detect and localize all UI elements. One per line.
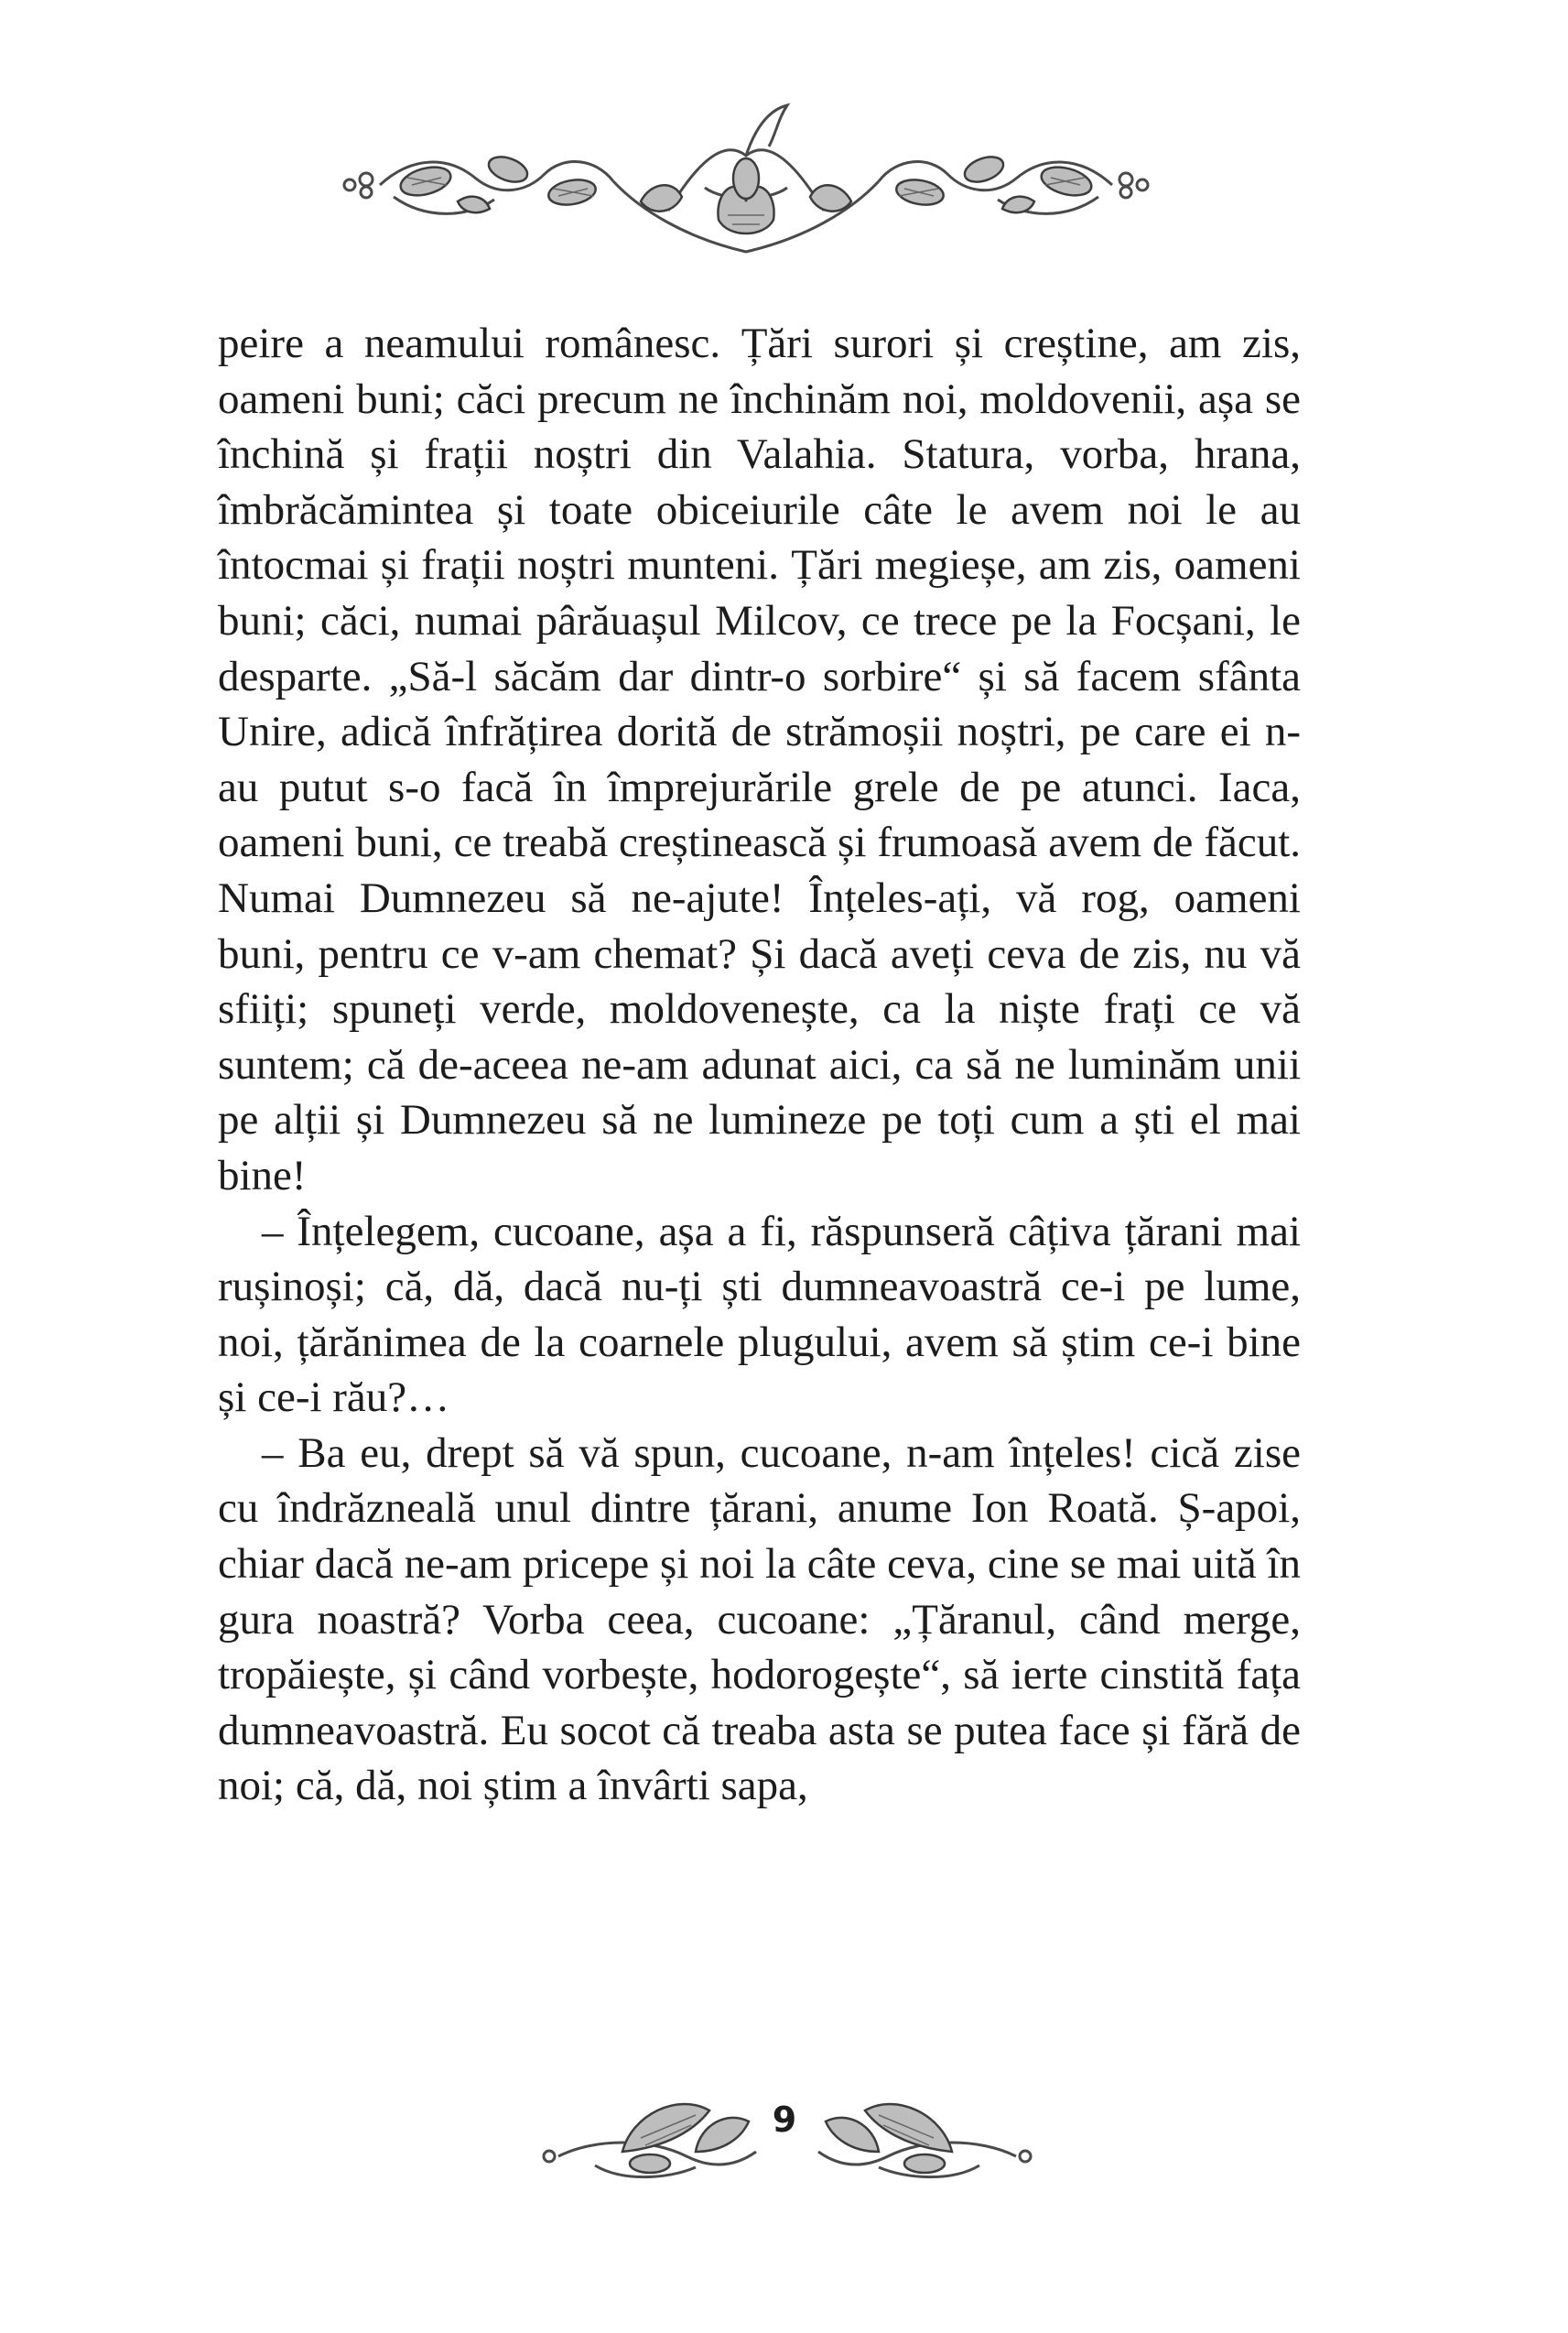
page-number: 9 <box>772 2100 797 2140</box>
paragraph: – Ba eu, drept să vă spun, cucoane, n-am înțeles! cică zise cu îndrăzneală unul dintre țărani, anume Ion Roată. Ș-apoi, chiar dacă ne-am pricepe și noi la câte ceva, cine se mai uită în gura noastră? Vorba ceea, cucoane: „Țăranul, când merge, tropăiește, și când vorbește, hodorogește“, să ierte cinstită fața dumneavoastră. Eu socot că treaba asta se putea face și fără de noi; că, dă, noi știm a învârti sapa, <box>218 1428 1301 1810</box>
header-floral-ornament <box>339 101 1153 266</box>
paragraph: peire a neamului românesc. Țări surori și creștine, am zis, oameni buni; căci precum ne închinăm noi, moldovenii, așa se închină și frații noștri din Valahia. Statura, vorba, hrana, îmbrăcămintea și toate obiceiurile câte le avem noi le au întocmai și frații noștri munteni. Țări megieșe, am zis, oameni buni; căci, numai pârăuașul Milcov, ce trece pe la Focșani, le desparte. „Să-l săcăm dar dintr-o sorbire“ și să facem sfânta Unire, adică înfrățirea dorită de strămoșii noștri, pe care ei n-au putut s-o facă în împrejurările grele de pe atunci. Iaca, oameni buni, ce treabă creștinească și frumoasă avem de făcut. Numai Dumnezeu să ne-ajute! Înțeles-ați, vă rog, oameni buni, pentru ce v-am chemat? Și dacă aveți ceva de zis, nu vă sfiiți; spuneți verde, moldovenește, ca la niște frați ce vă suntem; că de-aceea ne-am adunat aici, ca să ne luminăm unii pe alții și Dumnezeu să ne lumineze pe toți cum a ști el mai bine! <box>218 320 1301 1199</box>
body-text <box>218 316 1301 1814</box>
paragraph: – Înțelegem, cucoane, așa a fi, răspunseră câțiva țărani mai rușinoși; că, dă, dacă nu-ți ști dumneavoastră ce-i pe lume, noi, țărănimea de la coarnele plugului, avem să știm ce-i bine și ce-i rău?… <box>218 1207 1301 1422</box>
